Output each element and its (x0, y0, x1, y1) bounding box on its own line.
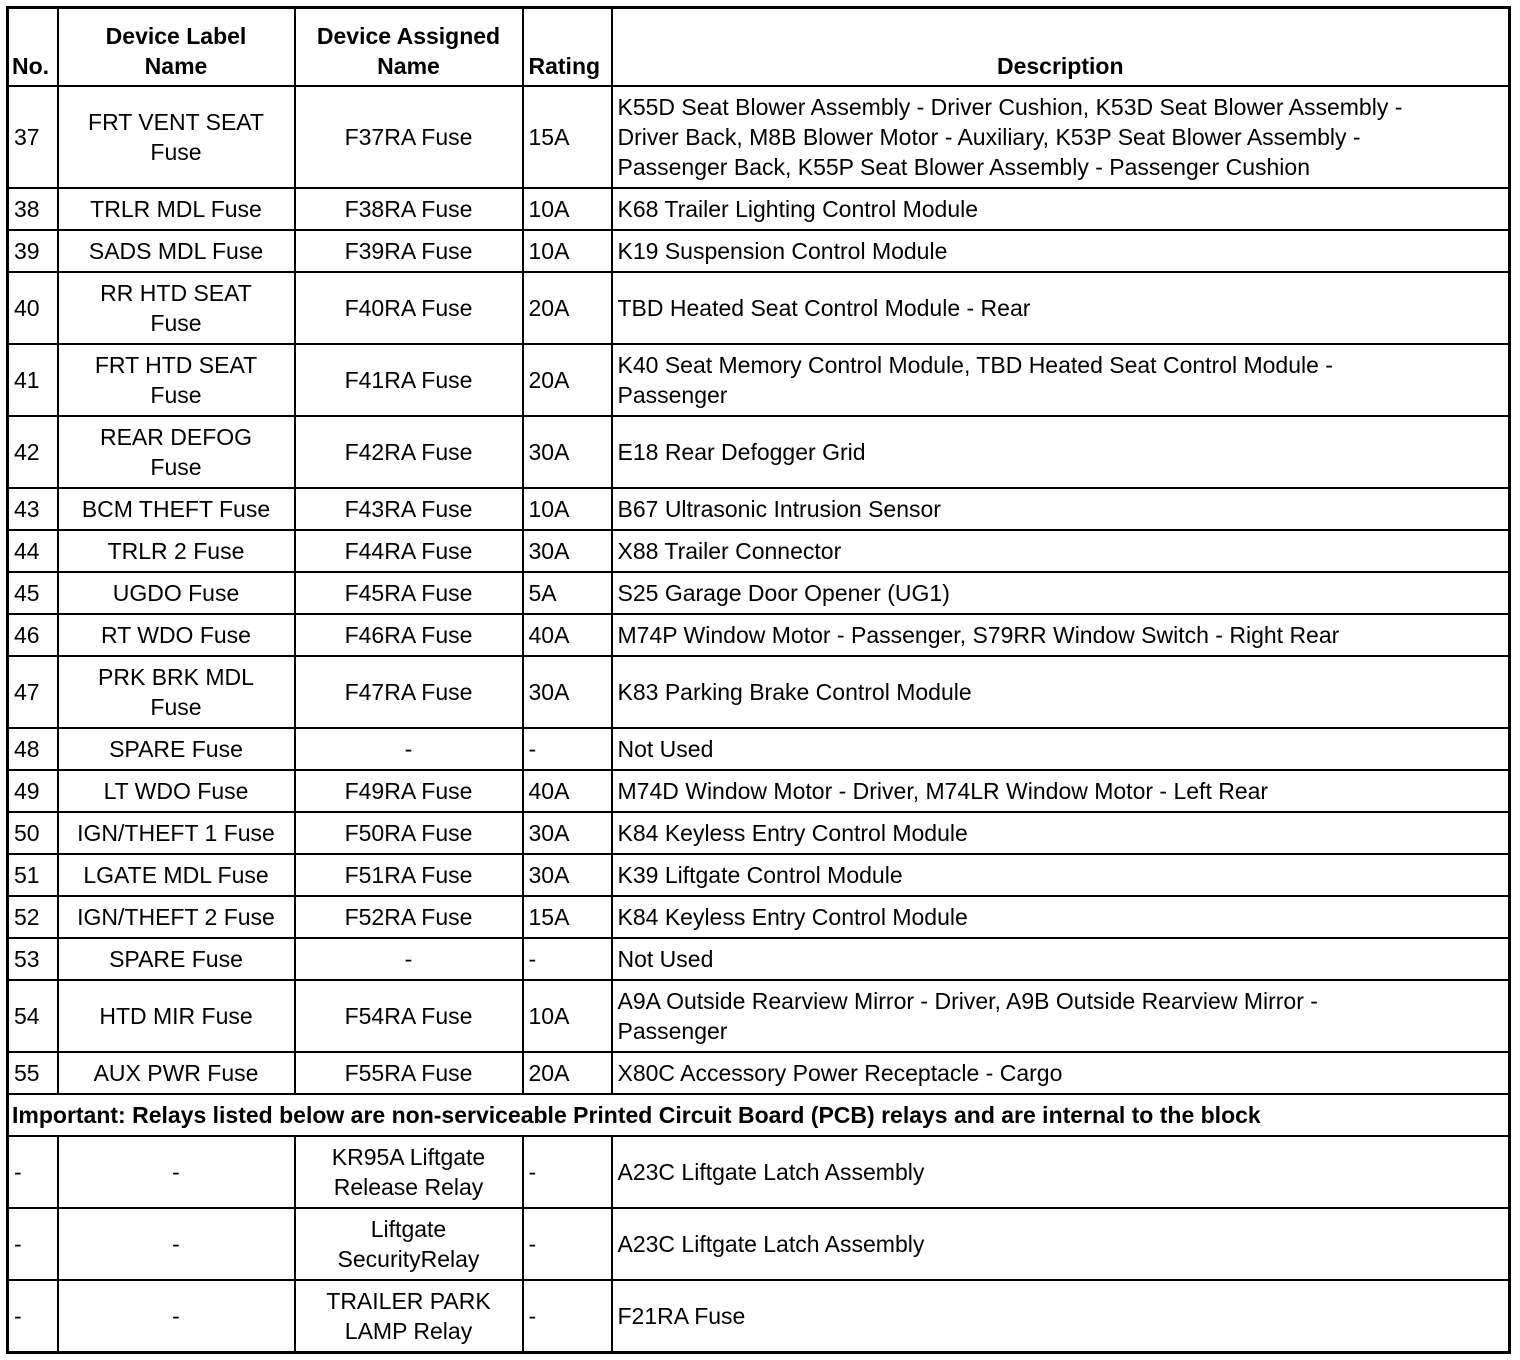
cell-device-label-name-line: Fuse (150, 454, 202, 480)
cell-description-line: A9A Outside Rearview Mirror - Driver, A9B Outside Rearview Mirror - (617, 988, 1318, 1014)
cell-rating: 10A (523, 188, 612, 230)
cell-rating: 20A (523, 272, 612, 344)
cell-no: 53 (8, 938, 58, 980)
cell-no: 38 (8, 188, 58, 230)
cell-device-assigned-name (295, 272, 523, 344)
cell-description-line: S25 Garage Door Opener (UG1) (617, 580, 950, 606)
cell-device-label-name-line: SPARE Fuse (109, 736, 243, 762)
cell-device-label-name-line: AUX PWR Fuse (93, 1060, 259, 1086)
cell-description (612, 188, 1510, 230)
cell-description (612, 230, 1510, 272)
cell-device-assigned-name-line: F42RA Fuse (344, 439, 473, 465)
important-note: Important: Relays listed below are non-serviceable Printed Circuit Board (PCB) relays and are internal to the block (8, 1094, 1510, 1136)
cell-device-label-name (58, 812, 295, 854)
table-row (8, 86, 1510, 188)
cell-device-label-name (58, 572, 295, 614)
cell-device-label-name-line: Fuse (150, 139, 202, 165)
cell-device-assigned-name-line: F46RA Fuse (344, 622, 473, 648)
cell-device-assigned-name (295, 980, 523, 1052)
table-row (8, 614, 1510, 656)
cell-description-line: K83 Parking Brake Control Module (617, 679, 972, 705)
cell-device-label-name-line: TRLR MDL Fuse (90, 196, 262, 222)
cell-device-label-name (58, 614, 295, 656)
cell-device-label-name-line: Fuse (150, 310, 202, 336)
cell-description-line: M74D Window Motor - Driver, M74LR Window Motor - Left Rear (617, 778, 1269, 804)
cell-device-assigned-name-line: KR95A Liftgate (331, 1144, 486, 1170)
cell-description (612, 86, 1510, 188)
cell-description (612, 488, 1510, 530)
cell-no: 41 (8, 344, 58, 416)
cell-description-line: A23C Liftgate Latch Assembly (617, 1231, 925, 1257)
cell-device-assigned-name-line: Liftgate (370, 1216, 447, 1242)
cell-device-assigned-name (295, 770, 523, 812)
cell-device-assigned-name-line: F39RA Fuse (344, 238, 473, 264)
cell-description (612, 614, 1510, 656)
cell-device-assigned-name-line: TRAILER PARK (326, 1288, 491, 1314)
cell-description-line: K84 Keyless Entry Control Module (617, 904, 968, 930)
table-row (8, 572, 1510, 614)
cell-rating: 20A (523, 344, 612, 416)
cell-device-label-name-line: RT WDO Fuse (101, 622, 251, 648)
cell-no: 43 (8, 488, 58, 530)
header-row (8, 8, 1510, 87)
cell-device-label-name-line: HTD MIR Fuse (99, 1003, 253, 1029)
cell-device-label-name (58, 530, 295, 572)
cell-no: - (8, 1208, 58, 1280)
cell-description (612, 770, 1510, 812)
cell-device-label-name (58, 656, 295, 728)
table-body-fuses (8, 86, 1510, 1094)
table-row (8, 656, 1510, 728)
cell-device-assigned-name (295, 188, 523, 230)
cell-description (612, 938, 1510, 980)
cell-description (612, 272, 1510, 344)
cell-device-assigned-name-line: LAMP Relay (344, 1318, 473, 1344)
cell-description (612, 1280, 1510, 1353)
cell-rating: - (523, 1280, 612, 1353)
cell-device-assigned-name-line: F54RA Fuse (344, 1003, 473, 1029)
cell-description-line: K19 Suspension Control Module (617, 238, 948, 264)
cell-no: 51 (8, 854, 58, 896)
cell-device-assigned-name (295, 656, 523, 728)
cell-device-label-name-line: Fuse (150, 694, 202, 720)
cell-device-label-name-line: TRLR 2 Fuse (107, 538, 245, 564)
cell-device-assigned-name (295, 488, 523, 530)
cell-description-line: Passenger (617, 382, 728, 408)
cell-description-line: F21RA Fuse (617, 1303, 746, 1329)
cell-description-line: TBD Heated Seat Control Module - Rear (617, 295, 1031, 321)
fuse-relay-table (6, 6, 1511, 1354)
cell-device-label-name (58, 488, 295, 530)
cell-device-label-name (58, 272, 295, 344)
cell-description-line: K55D Seat Blower Assembly - Driver Cushion, K53D Seat Blower Assembly - (617, 94, 1403, 120)
cell-device-assigned-name (295, 812, 523, 854)
cell-device-assigned-name-line: F44RA Fuse (344, 538, 473, 564)
cell-device-label-name-line: FRT HTD SEAT (94, 352, 258, 378)
cell-device-assigned-name-line: F51RA Fuse (344, 862, 473, 888)
cell-rating: 10A (523, 980, 612, 1052)
cell-device-label-name-line: BCM THEFT Fuse (81, 496, 271, 522)
table-row (8, 530, 1510, 572)
cell-device-label-name-line: SADS MDL Fuse (88, 238, 264, 264)
cell-description (612, 812, 1510, 854)
cell-no: 46 (8, 614, 58, 656)
cell-description (612, 344, 1510, 416)
cell-device-label-name (58, 344, 295, 416)
cell-device-assigned-name-line: F50RA Fuse (344, 820, 473, 846)
important-note-row (8, 1094, 1510, 1136)
cell-device-label-name-line: - (172, 1303, 180, 1329)
cell-description-line: Not Used (617, 736, 714, 762)
cell-rating: 15A (523, 86, 612, 188)
cell-device-assigned-name (295, 1136, 523, 1208)
cell-description-line: Driver Back, M8B Blower Motor - Auxiliary, K53P Seat Blower Assembly - (617, 124, 1361, 150)
table-body-note (8, 1094, 1510, 1136)
cell-device-assigned-name-line: F40RA Fuse (344, 295, 473, 321)
cell-no: 49 (8, 770, 58, 812)
cell-device-assigned-name (295, 614, 523, 656)
cell-rating: 5A (523, 572, 612, 614)
cell-device-assigned-name (295, 572, 523, 614)
cell-description-line: E18 Rear Defogger Grid (617, 439, 866, 465)
cell-device-label-name (58, 1052, 295, 1094)
cell-device-assigned-name-line: F55RA Fuse (344, 1060, 473, 1086)
cell-device-label-name-line: IGN/THEFT 2 Fuse (77, 904, 275, 930)
cell-device-label-name-line: RR HTD SEAT (100, 280, 252, 306)
cell-device-assigned-name-line: - (404, 736, 413, 762)
cell-rating: - (523, 1208, 612, 1280)
cell-device-assigned-name (295, 416, 523, 488)
cell-device-label-name-line: LT WDO Fuse (103, 778, 249, 804)
cell-description (612, 896, 1510, 938)
cell-device-assigned-name-line: F45RA Fuse (344, 580, 473, 606)
header-device-assigned-name: Device Assigned Name (295, 8, 523, 87)
cell-description-line: X80C Accessory Power Receptacle - Cargo (617, 1060, 1063, 1086)
cell-device-label-name (58, 854, 295, 896)
cell-rating: 15A (523, 896, 612, 938)
cell-rating: - (523, 1136, 612, 1208)
cell-no: 47 (8, 656, 58, 728)
cell-device-assigned-name (295, 1052, 523, 1094)
cell-device-assigned-name (295, 1208, 523, 1280)
cell-no: 37 (8, 86, 58, 188)
cell-rating: 20A (523, 1052, 612, 1094)
cell-device-assigned-name-line: F47RA Fuse (344, 679, 473, 705)
header-no: No. (8, 8, 58, 87)
cell-device-assigned-name (295, 938, 523, 980)
cell-rating: - (523, 728, 612, 770)
cell-no: 54 (8, 980, 58, 1052)
cell-device-label-name-line: IGN/THEFT 1 Fuse (77, 820, 275, 846)
cell-rating: 10A (523, 230, 612, 272)
table-row (8, 854, 1510, 896)
cell-device-label-name-line: PRK BRK MDL (98, 664, 254, 690)
cell-description (612, 728, 1510, 770)
cell-device-assigned-name (295, 854, 523, 896)
cell-device-label-name (58, 1208, 295, 1280)
cell-description-line: M74P Window Motor - Passenger, S79RR Window Switch - Right Rear (617, 622, 1340, 648)
cell-description (612, 854, 1510, 896)
table-row (8, 728, 1510, 770)
cell-device-assigned-name (295, 530, 523, 572)
cell-no: - (8, 1280, 58, 1353)
cell-description-line: B67 Ultrasonic Intrusion Sensor (617, 496, 941, 522)
cell-no: 39 (8, 230, 58, 272)
table-row (8, 488, 1510, 530)
table-row (8, 230, 1510, 272)
cell-rating: 30A (523, 812, 612, 854)
cell-device-assigned-name-line: Release Relay (333, 1174, 484, 1200)
cell-description-line: K84 Keyless Entry Control Module (617, 820, 968, 846)
cell-description-line: K68 Trailer Lighting Control Module (617, 196, 979, 222)
cell-description-line: Passenger (617, 1018, 728, 1044)
cell-device-label-name (58, 230, 295, 272)
cell-no: 40 (8, 272, 58, 344)
table-row (8, 1136, 1510, 1208)
cell-rating: - (523, 938, 612, 980)
cell-device-label-name (58, 770, 295, 812)
table-row (8, 1208, 1510, 1280)
cell-device-assigned-name-line: - (404, 946, 413, 972)
cell-no: - (8, 1136, 58, 1208)
cell-description-line: X88 Trailer Connector (617, 538, 842, 564)
table-row (8, 812, 1510, 854)
cell-device-label-name (58, 938, 295, 980)
table-row (8, 272, 1510, 344)
cell-device-assigned-name-line: F52RA Fuse (344, 904, 473, 930)
header-device-label-name: Device Label Name (58, 8, 295, 87)
cell-description-line: Not Used (617, 946, 714, 972)
cell-no: 55 (8, 1052, 58, 1094)
table-row (8, 1052, 1510, 1094)
header-description: Description (612, 8, 1510, 87)
table-row (8, 416, 1510, 488)
cell-description (612, 1208, 1510, 1280)
cell-description-line: K40 Seat Memory Control Module, TBD Heated Seat Control Module - (617, 352, 1333, 378)
cell-description-line: K39 Liftgate Control Module (617, 862, 903, 888)
cell-device-label-name-line: Fuse (150, 382, 202, 408)
header-rating: Rating (523, 8, 612, 87)
cell-description (612, 416, 1510, 488)
cell-device-label-name (58, 416, 295, 488)
table-row (8, 980, 1510, 1052)
cell-description (612, 572, 1510, 614)
cell-device-assigned-name (295, 344, 523, 416)
cell-no: 52 (8, 896, 58, 938)
cell-device-assigned-name-line: F49RA Fuse (344, 778, 473, 804)
cell-device-assigned-name-line: F38RA Fuse (344, 196, 473, 222)
cell-no: 44 (8, 530, 58, 572)
cell-device-assigned-name (295, 896, 523, 938)
cell-rating: 40A (523, 770, 612, 812)
cell-description (612, 1136, 1510, 1208)
cell-device-label-name-line: REAR DEFOG (99, 424, 253, 450)
cell-no: 42 (8, 416, 58, 488)
cell-rating: 40A (523, 614, 612, 656)
cell-no: 45 (8, 572, 58, 614)
cell-device-label-name (58, 86, 295, 188)
cell-rating: 30A (523, 656, 612, 728)
cell-no: 48 (8, 728, 58, 770)
cell-device-assigned-name (295, 86, 523, 188)
cell-rating: 30A (523, 530, 612, 572)
cell-no: 50 (8, 812, 58, 854)
cell-device-label-name (58, 896, 295, 938)
cell-rating: 10A (523, 488, 612, 530)
cell-device-label-name-line: UGDO Fuse (112, 580, 240, 606)
cell-device-label-name-line: SPARE Fuse (109, 946, 243, 972)
cell-description (612, 980, 1510, 1052)
cell-device-assigned-name-line: F37RA Fuse (344, 124, 473, 150)
cell-description (612, 656, 1510, 728)
cell-device-assigned-name-line: F41RA Fuse (344, 367, 473, 393)
cell-description-line: A23C Liftgate Latch Assembly (617, 1159, 925, 1185)
table-row (8, 344, 1510, 416)
cell-rating: 30A (523, 854, 612, 896)
table-row (8, 188, 1510, 230)
cell-device-assigned-name (295, 728, 523, 770)
cell-device-label-name (58, 980, 295, 1052)
cell-device-label-name (58, 1280, 295, 1353)
cell-description-line: Passenger Back, K55P Seat Blower Assembly - Passenger Cushion (617, 154, 1310, 180)
cell-device-label-name-line: FRT VENT SEAT (88, 109, 264, 135)
cell-rating: 30A (523, 416, 612, 488)
cell-device-label-name (58, 1136, 295, 1208)
cell-device-label-name-line: - (172, 1159, 180, 1185)
cell-device-label-name (58, 728, 295, 770)
table-row (8, 770, 1510, 812)
cell-device-label-name (58, 188, 295, 230)
cell-device-label-name-line: LGATE MDL Fuse (83, 862, 269, 888)
cell-description (612, 1052, 1510, 1094)
cell-device-assigned-name (295, 230, 523, 272)
cell-device-assigned-name-line: SecurityRelay (337, 1246, 480, 1272)
cell-description (612, 530, 1510, 572)
table-row (8, 1280, 1510, 1353)
table-row (8, 896, 1510, 938)
cell-device-label-name-line: - (172, 1231, 180, 1257)
cell-device-assigned-name-line: F43RA Fuse (344, 496, 473, 522)
table-row (8, 938, 1510, 980)
cell-device-assigned-name (295, 1280, 523, 1353)
table-body-relays (8, 1136, 1510, 1353)
